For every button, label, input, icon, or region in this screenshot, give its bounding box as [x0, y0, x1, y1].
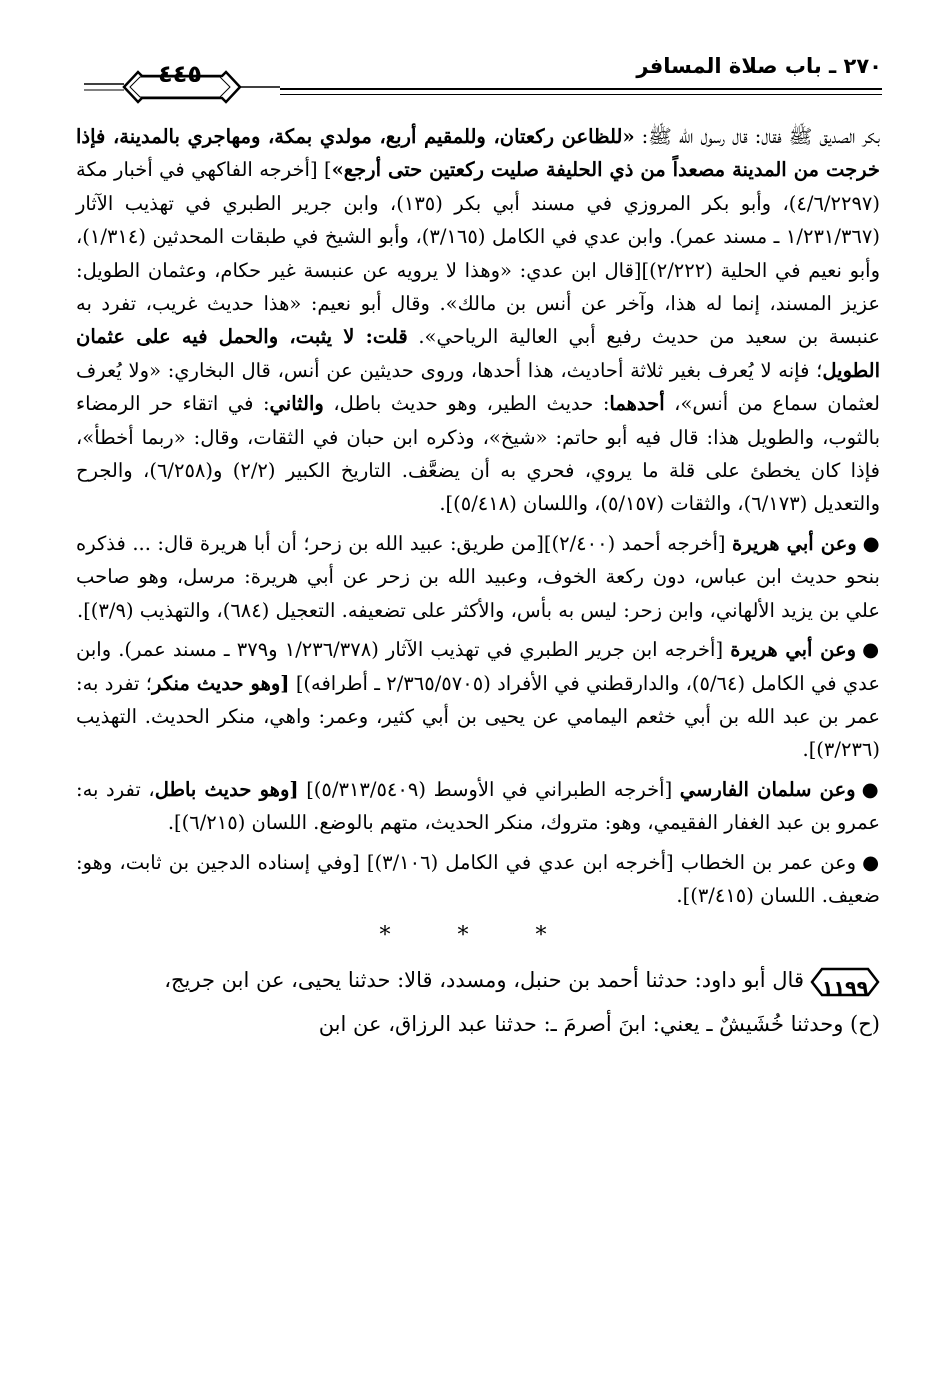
hadith-number: ١١٩٩: [821, 976, 869, 999]
verdict-text: قلت: لا يثبت، والحمل فيه على عثمان الطويل: [76, 325, 880, 382]
text-segment: ؛ فإنه لا يُعرف بغير ثلاثة أحاديث، هذا أحدها، وروى حديثين عن أنس، قال البخاري: «ولا يُعرف لعثمان سماع من أنس»،: [76, 358, 880, 416]
paragraph-5: [76, 846, 880, 913]
paragraph-1: [76, 120, 880, 521]
main-text: [76, 120, 880, 1044]
section-separator: * * *: [379, 923, 577, 949]
text-segment: ؛ تفرد به: عمر بن عبد الله بن أبي خثعم اليمامي عن يحيى بن أبي كثير، وعمر: واهي، منكر الحديث. التهذيب (٣/٢٣٦)].: [76, 671, 880, 762]
page-number-badge: [80, 48, 290, 108]
page-header: [80, 48, 882, 108]
text-segment: وعن عمر بن الخطاب [أخرجه ابن عدي في الكامل (٣/١٠٦)] [وفي إسناده الدجين بن ثابت، وهو: ضعيف. اللسان (٣/٤١٥)].: [76, 850, 880, 907]
bold-term: والثاني: [269, 392, 324, 416]
narrator-name: وعن سلمان الفارسي: [679, 777, 856, 801]
bullet-icon: ●: [862, 531, 880, 555]
text-segment: ] [أخرجه الفاكهي في أخبار مكة (٤/٦/٢٢٩٧)، وأبو بكر المروزي في مسند أبي بكر (١٣٥)، وابن جرير الطبري في تهذيب الآثار (١/٢٣١/٣٦٧ ـ مسند عمر). وابن عدي في الكامل (٣/١٦٥)، وأبو الشيخ في طبقات المحدثين (١/٣١٤)، وأبو نعيم في الحلية (٢/٢٢٢)][قال ابن عدي: «وهذا لا يرويه عن عنبسة غير حكام، وعثمان الطويل: عزيز المسند، إنما له هذا، وآخر عن أنس بن مالك». وقال أبو نعيم: «هذا حديث غريب، تفرد به عنبسة بن سعيد من حديث رفيع أبي العالية الرياحي».: [76, 158, 881, 349]
text-segment: ، تفرد به: عمرو بن عبد الغفار الفقيمي، وهو: متروك، منكر الحديث، متهم بالوضع. اللسان (٦/٢١٥)].: [76, 777, 880, 835]
paragraph-4: [76, 773, 880, 840]
running-head: ٢٧٠ ـ باب صلاة المسافر: [636, 54, 882, 78]
verdict-text: [وهو حديث منكر: [152, 671, 290, 695]
text-segment: [أخرجه أحمد (٢/٤٠٠)][من طريق: عبيد الله بن زحر؛ أن أبا هريرة قال: ... فذكره بنحو حديث ابن عباس، دون ركعة الخوف، وعبيد الله بن زحر عن أبي هريرة: مرسل، وهو صاحب علي بن يزيد الألهاني، وابن زحر: ليس به بأس، والأكثر على تضعيفه. التعجيل (٦٨٤)، والتهذيب (٣/٩)].: [76, 531, 880, 622]
hadith-number-badge: [810, 966, 880, 998]
text-segment: : حديث الطير، وهو حديث باطل،: [323, 392, 610, 416]
verdict-text: [وهو حديث باطل: [154, 777, 299, 801]
narrator-name: وعن أبي هريرة: [732, 531, 857, 555]
paragraph-3: [76, 633, 880, 767]
hadith-paragraph: [76, 960, 880, 1000]
bullet-icon: ●: [862, 850, 881, 874]
text-segment: بكر الصديق ﷺ فقال: قال رسول الله ﷺ:: [634, 125, 880, 148]
hadith-paragraph: [76, 1004, 880, 1044]
header-rule: [280, 88, 882, 90]
text-segment: [أخرجه ابن جرير الطبري في تهذيب الآثار (١/٢٣٦/٣٧٨ و٣٧٩ ـ مسند عمر). وابن عدي في الكامل (٥/٦٤)، والدارقطني في الأفراد (٢/٣٦٥/٥٧٠٥ ـ أطرافه)]: [76, 638, 880, 695]
narrator-name: وعن أبي هريرة: [730, 638, 857, 662]
page-number: ٤٤٥: [158, 60, 202, 88]
hadith-quote: «للظاعن ركعتان، وللمقيم أربع، مولدي بمكة، ومهاجري بالمدينة، فإذا خرجت من المدينة مصعداً من ذي الحليفة صليت ركعتين حتى أرجع»: [76, 125, 880, 182]
text-segment: (ح) وحدثنا خُشَيشٌ ـ يعني: ابنَ أصرمَ ـ: حدثنا عبد الرزاق، عن ابن: [318, 1012, 880, 1037]
bullet-icon: ●: [861, 777, 880, 801]
bold-term: أحدهما: [609, 392, 665, 416]
text-segment: : في اتقاء حر الرمضاء بالثوب، والطويل هذا: قال فيه أبو حاتم: «شيخ»، وذكره ابن حبان في الثقات، وقال: «ربما أخطأ»، فإذا كان يخطئ على قلة ما يروي، فحري به أن يضعَّف. التاريخ الكبير (٢/٢) و(٦/٢٥٨)، والجرح والتعديل (٦/١٧٣)، والثقات (٥/١٥٧)، واللسان (٥/٤١٨)].: [76, 392, 880, 516]
text-segment: قال أبو داود: حدثنا أحمد بن حنبل، ومسدد، قالا: حدثنا يحيى، عن ابن جريج،: [164, 968, 804, 993]
paragraph-2: [76, 527, 880, 627]
header-rule-thin: [280, 94, 882, 95]
bullet-icon: ●: [862, 638, 880, 662]
text-segment: [أخرجه الطبراني في الأوسط (٥/٣١٣/٥٤٠٩)]: [298, 777, 680, 801]
